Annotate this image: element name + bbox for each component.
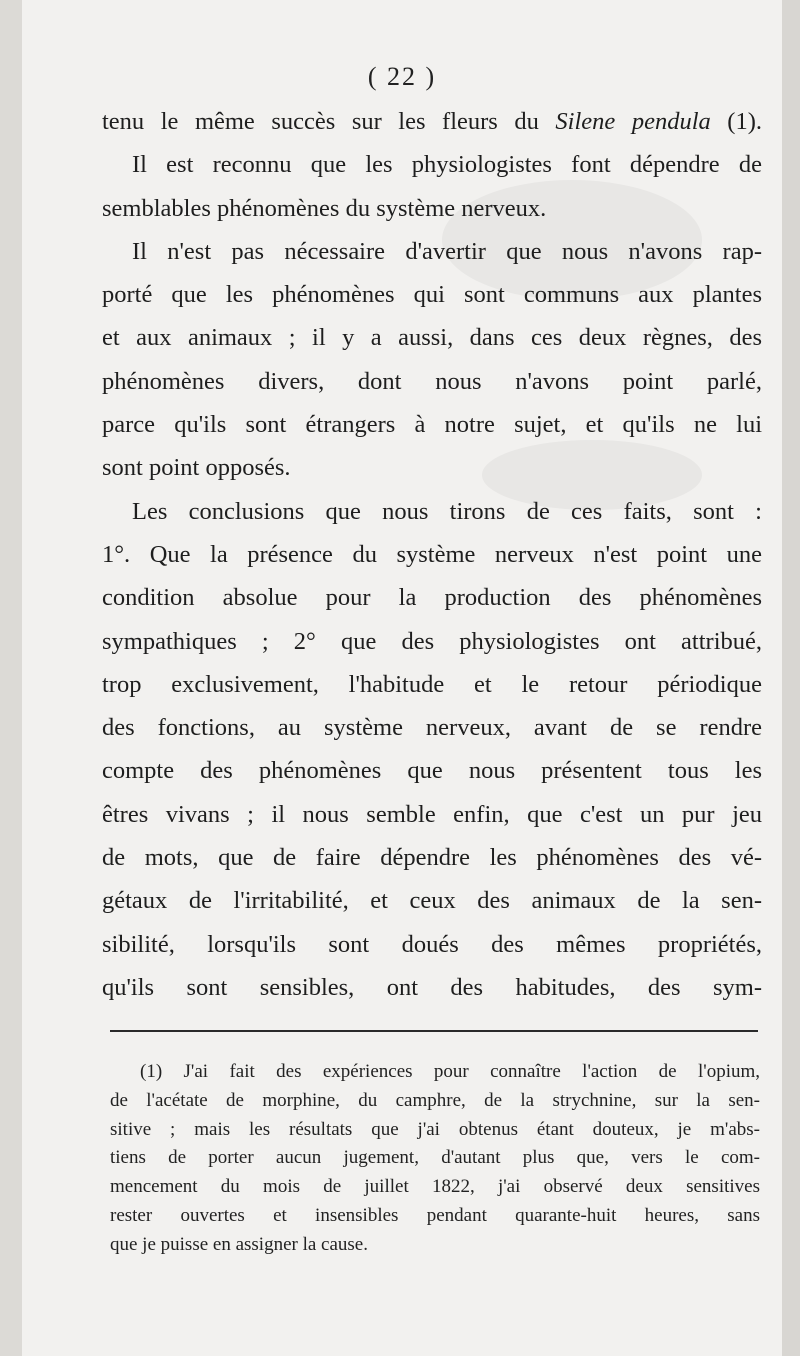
footnote-line: que je puisse en assigner la cause. bbox=[110, 1233, 368, 1255]
footnote-line: de l'acétate de morphine, du camphre, de la strychnine, sur la sen- bbox=[110, 1089, 760, 1111]
text-line: porté que les phénomènes qui sont communs aux plantes bbox=[102, 281, 762, 309]
text-line: qu'ils sont sensibles, ont des habitudes, des sym- bbox=[102, 973, 762, 1001]
text-line: tenu le même succès sur les fleurs du Silene pendula (1). bbox=[102, 108, 762, 135]
text-line: Il est reconnu que les physiologistes font dépendre de bbox=[132, 151, 762, 179]
footnote-line: sitive ; mais les résultats que j'ai obtenus étant douteux, je m'abs- bbox=[110, 1118, 760, 1140]
text-line: des fonctions, au système nerveux, avant de se rendre bbox=[102, 714, 762, 742]
text-line: phénomènes divers, dont nous n'avons point parlé, bbox=[102, 367, 762, 395]
footnote-line: tiens de porter aucun jugement, d'autant plus que, vers le com- bbox=[110, 1147, 760, 1169]
text-line: 1°. Que la présence du système nerveux n'est point une bbox=[102, 540, 762, 568]
footnote-line: rester ouvertes et insensibles pendant quarante-huit heures, sans bbox=[110, 1204, 760, 1226]
page-number: ( 22 ) bbox=[367, 62, 437, 91]
text-line: sont point opposés. bbox=[102, 454, 291, 482]
footnote-line: (1) J'ai fait des expériences pour connaître l'action de l'opium, bbox=[140, 1061, 760, 1082]
footnote-separator bbox=[110, 1030, 758, 1032]
text-line: gétaux de l'irritabilité, et ceux des animaux de la sen- bbox=[102, 887, 762, 915]
text-line: semblables phénomènes du système nerveux. bbox=[102, 194, 547, 222]
text-line: sibilité, lorsqu'ils sont doués des mêmes propriétés, bbox=[102, 930, 762, 958]
text-line: sympathiques ; 2° que des physiologistes ont attribué, bbox=[102, 627, 762, 655]
text-line: Il n'est pas nécessaire d'avertir que nous n'avons rap- bbox=[132, 237, 762, 265]
text-line: parce qu'ils sont étrangers à notre sujet, et qu'ils ne lui bbox=[102, 411, 762, 439]
footnote-line: mencement du mois de juillet 1822, j'ai observé deux sensitives bbox=[110, 1176, 760, 1198]
text-line: êtres vivans ; il nous semble enfin, que c'est un pur jeu bbox=[102, 800, 762, 828]
text-line: trop exclusivement, l'habitude et le retour périodique bbox=[102, 670, 762, 698]
text-line: de mots, que de faire dépendre les phénomènes des vé- bbox=[102, 844, 762, 872]
text-line: et aux animaux ; il y a aussi, dans ces deux règnes, des bbox=[102, 324, 762, 352]
text-line: compte des phénomènes que nous présentent tous les bbox=[102, 757, 762, 785]
body-text bbox=[102, 100, 762, 1009]
footnote bbox=[110, 1058, 760, 1260]
text-line: Les conclusions que nous tirons de ces faits, sont : bbox=[132, 497, 762, 525]
text-line: condition absolue pour la production des phénomènes bbox=[102, 584, 762, 612]
